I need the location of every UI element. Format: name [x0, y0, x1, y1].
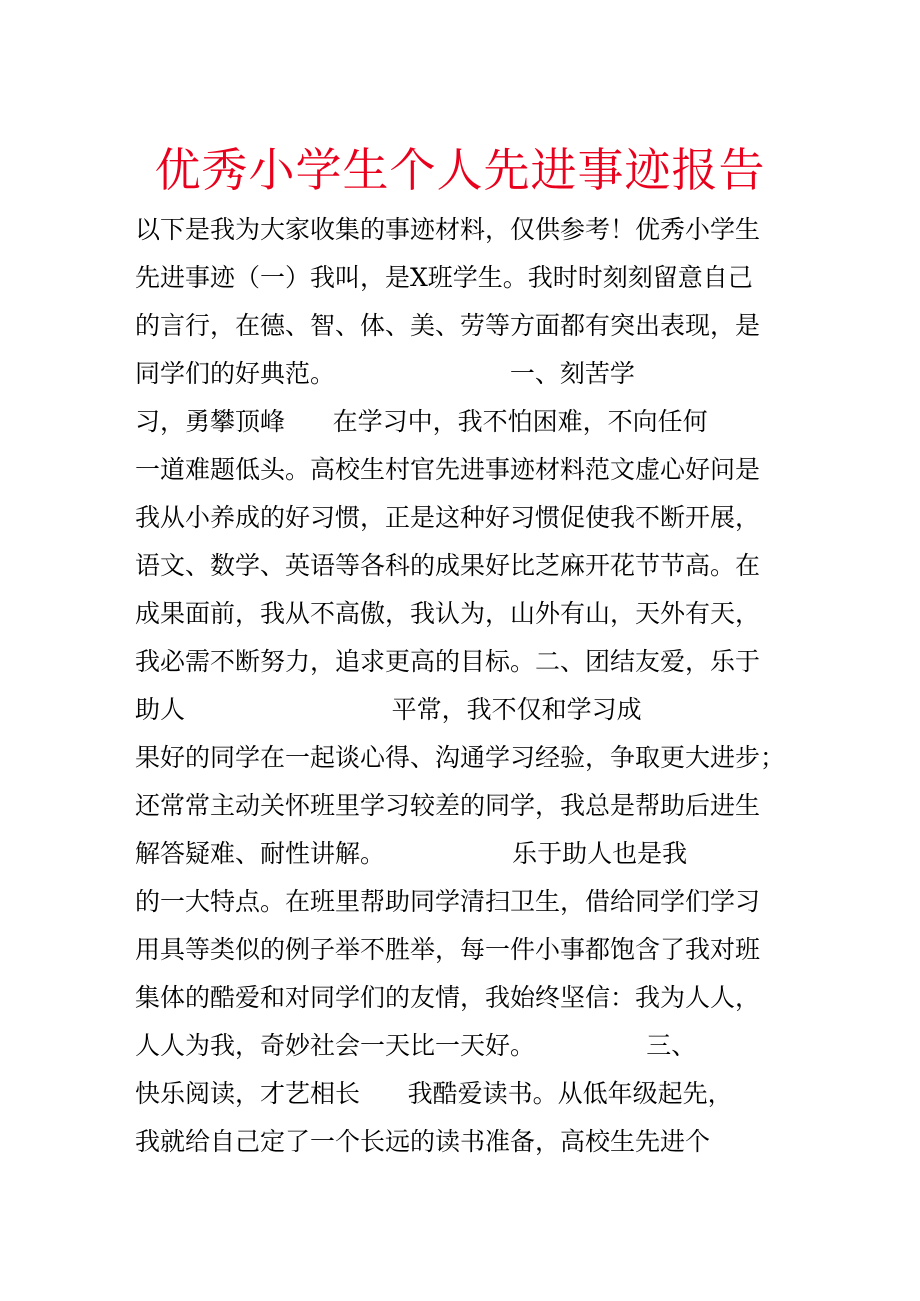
- text-line: 解答疑难、耐性讲解。 乐于助人也是我: [135, 839, 688, 868]
- text-line: 集体的酷爱和对同学们的友情，我始终坚信：我为人人，: [135, 983, 761, 1012]
- text-line: 我从小养成的好习惯，正是这种好习惯促使我不断开展，: [135, 503, 761, 532]
- text-line: 的言行，在德、智、体、美、劳等方面都有突出表现，是: [135, 311, 761, 340]
- text-line: 快乐阅读，才艺相长 我酷爱读书。从低年级起先，: [135, 1079, 733, 1108]
- text-line: 用具等类似的例子举不胜举，每一件小事都饱含了我对班: [135, 935, 761, 964]
- text-line: 以下是我为大家收集的事迹材料，仅供参考！优秀小学生: [135, 215, 761, 244]
- text-line: 语文、数学、英语等各科的成果好比芝麻开花节节高。在: [135, 551, 761, 580]
- text-line: 成果面前，我从不高傲，我认为，山外有山，天外有天，: [135, 599, 761, 628]
- text-line: 人人为我，奇妙社会一天比一天好。 三、: [135, 1031, 697, 1060]
- text-line: 一道难题低头。高校生村官先进事迹材料范文虚心好问是: [135, 455, 761, 484]
- text-line: 我必需不断努力，追求更高的目标。二、团结友爱，乐于: [135, 647, 761, 676]
- text-line: 我就给自己定了一个长远的读书准备，高校生先进个: [135, 1127, 711, 1156]
- text-line: 还常常主动关怀班里学习较差的同学，我总是帮助后进生: [135, 791, 761, 820]
- text-line: 习，勇攀顶峰 在学习中，我不怕困难，不向任何: [135, 407, 708, 436]
- document-body: [135, 206, 795, 1166]
- text-line: 先进事迹（一）我叫，是X班学生。我时时刻刻留意自己: [135, 263, 753, 292]
- text-line: 果好的同学在一起谈心得、沟通学习经验，争取更大进步；: [135, 743, 786, 772]
- document-title: 优秀小学生个人先进事迹报告: [154, 143, 766, 197]
- text-line: 助人 平常，我不仅和学习成: [135, 695, 642, 724]
- text-line: 同学们的好典范。 一、刻苦学: [135, 359, 635, 388]
- text-line: 的一大特点。在班里帮助同学清扫卫生，借给同学们学习: [135, 887, 761, 916]
